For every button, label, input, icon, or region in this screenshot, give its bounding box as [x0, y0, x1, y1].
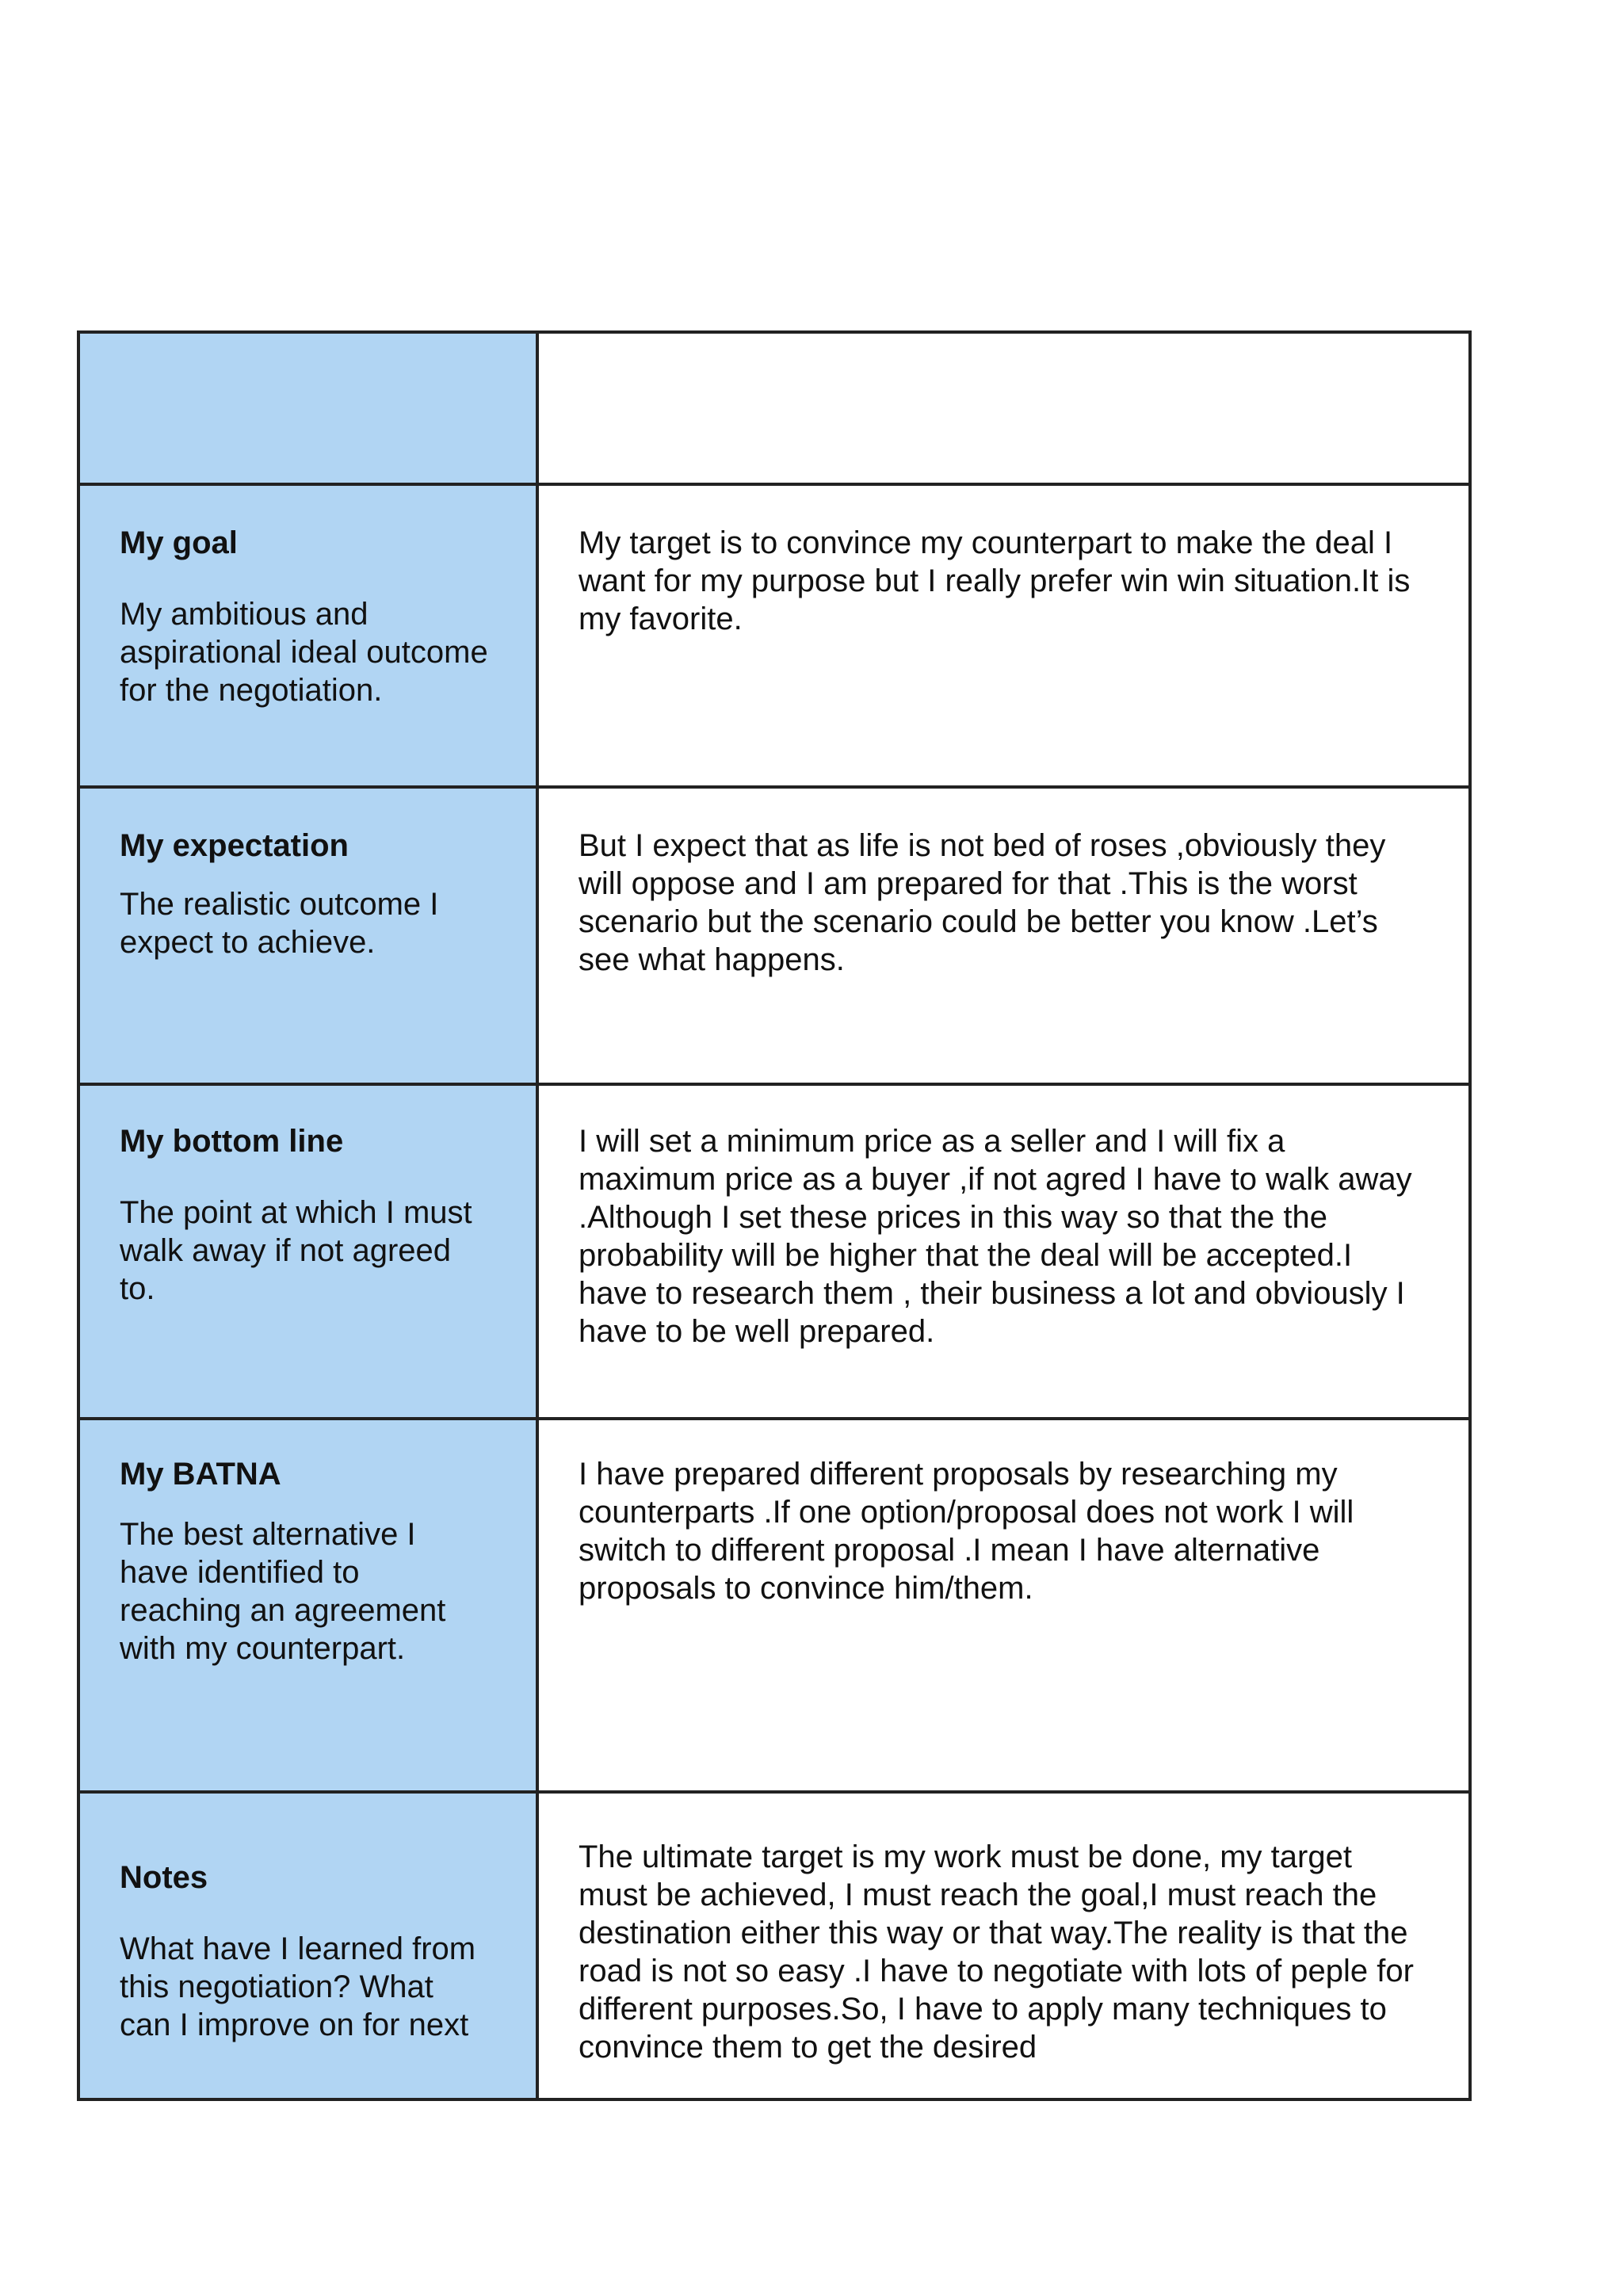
notes-response-text: The ultimate target is my work must be done, my target must be achieved, I must reach the goal,I must reach the destination either this way or that way.The reality is that the road is not so easy .I have to negotiate with lots of peple for different purposes.So, I have to apply many techniques to convince them to get the desired [579, 1839, 1414, 2065]
goal-response-text: My target is to convince my counterpart to make the deal I want for my purpose but I really prefer win win situation.It is my favorite. [579, 525, 1411, 636]
table-row-expectation [78, 787, 1470, 1084]
expectation-response-text: But I expect that as life is not bed of roses ,obviously they will oppose and I am prepared for that .This is the worst scenario but the scenario could be better you know .Let’s see what happens. [579, 828, 1386, 977]
notes-label-cell [78, 1792, 537, 2099]
table-row-batna [78, 1419, 1470, 1792]
bottom-line-response-text: I will set a minimum price as a seller and I will fix a maximum price as a buyer ,if not agred I have to walk away .Although I set these prices in this way so that the the probability will be higher that the deal will be accepted.I have to research them , their business a lot and obviously I have to be well prepared. [579, 1124, 1412, 1349]
bottom-line-description: The point at which I must walk away if not agreed to. [120, 1195, 472, 1306]
batna-label-cell [78, 1419, 537, 1792]
expectation-label-cell [78, 787, 537, 1084]
table-row-notes [78, 1792, 1470, 2099]
notes-title: Notes [120, 1860, 208, 1895]
bottom-line-label-cell [78, 1084, 537, 1419]
header-content-cell [537, 332, 1470, 484]
batna-title: My BATNA [120, 1457, 281, 1492]
header-label-cell [78, 332, 537, 484]
expectation-title: My expectation [120, 828, 349, 863]
goal-title: My goal [120, 525, 238, 560]
expectation-response-cell[interactable] [537, 787, 1470, 1084]
bottom-line-title: My bottom line [120, 1124, 344, 1159]
table-row-bottom-line [78, 1084, 1470, 1419]
expectation-description: The realistic outcome I expect to achieve. [120, 887, 439, 960]
batna-description: The best alternative I have identified to reaching an agreement with my counterpart. [120, 1517, 446, 1666]
goal-response-cell[interactable] [537, 484, 1470, 787]
goal-label-cell [78, 484, 537, 787]
batna-response-text: I have prepared different proposals by researching my counterparts .If one option/proposal does not work I will switch to different proposal .I mean I have alternative proposals to convince him/them. [579, 1457, 1354, 1606]
notes-description: What have I learned from this negotiation? What can I improve on for next [120, 1931, 476, 2042]
goal-description: My ambitious and aspirational ideal outcome for the negotiation. [120, 597, 488, 708]
batna-response-cell[interactable] [537, 1419, 1470, 1792]
table-row-goal [78, 484, 1470, 787]
negotiation-worksheet-table [77, 330, 1472, 2101]
bottom-line-response-cell[interactable] [537, 1084, 1470, 1419]
table-row-header [78, 332, 1470, 484]
notes-response-cell[interactable] [537, 1792, 1470, 2099]
